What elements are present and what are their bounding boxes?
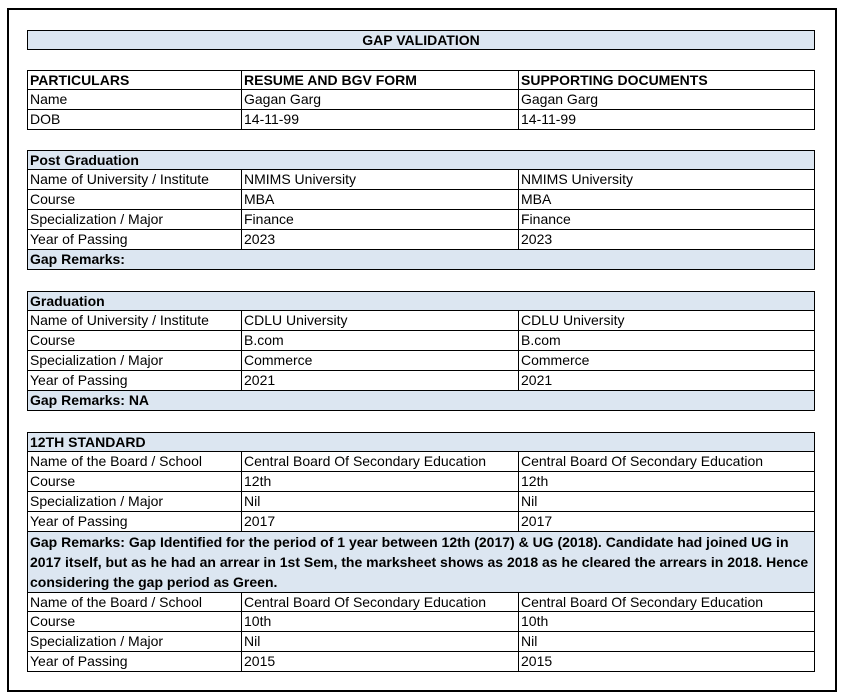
row-label: Course (28, 612, 242, 631)
row-label: Name of the Board / School (28, 452, 242, 471)
table-row (27, 210, 815, 230)
resume-value: 2017 (242, 512, 519, 531)
table-row (27, 512, 815, 532)
table-row (27, 632, 815, 652)
resume-value: Finance (242, 210, 519, 229)
section-heading (27, 432, 815, 452)
table-row (27, 311, 815, 331)
document-value: Nil (521, 493, 538, 509)
resume-value: Commerce (242, 351, 519, 370)
section-heading (27, 291, 815, 311)
document-value: NMIMS University (521, 171, 634, 187)
table-row (27, 371, 815, 391)
table-row (27, 230, 815, 250)
section-title: Graduation (30, 293, 105, 309)
resume-value: CDLU University (242, 311, 519, 330)
tenth-standard-table (27, 592, 815, 672)
graduation-table (27, 291, 815, 411)
row-label: Name of the Board / School (28, 593, 242, 611)
table-row (27, 472, 815, 492)
row-label: Year of Passing (28, 371, 242, 390)
resume-value: 12th (242, 472, 519, 491)
table-row (27, 612, 815, 632)
row-label: Specialization / Major (28, 492, 242, 511)
gap-remarks-row (27, 250, 815, 270)
table-row (27, 110, 815, 130)
table-row (27, 492, 815, 512)
header-particulars: PARTICULARS (28, 71, 242, 89)
particulars-table (27, 70, 815, 130)
row-label: Specialization / Major (28, 632, 242, 651)
table-row (27, 331, 815, 351)
document-value: Central Board Of Secondary Education (521, 453, 764, 469)
document-value: CDLU University (521, 312, 625, 328)
page-title: GAP VALIDATION (27, 30, 815, 50)
document-value: 10th (521, 613, 549, 629)
table-row (27, 351, 815, 371)
resume-value: 2021 (242, 371, 519, 390)
row-label: DOB (28, 110, 242, 129)
twelfth-standard-table (27, 432, 815, 532)
resume-value: Central Board Of Secondary Education (242, 593, 519, 611)
gap-remarks: Gap Remarks: NA (30, 392, 150, 408)
row-label: Year of Passing (28, 512, 242, 531)
resume-value: 2015 (242, 652, 519, 671)
table-row (27, 190, 815, 210)
resume-value: B.com (242, 331, 519, 350)
table-row (27, 170, 815, 190)
document-value: MBA (521, 191, 552, 207)
resume-value: 10th (242, 612, 519, 631)
row-label: Specialization / Major (28, 351, 242, 370)
gap-remarks-twelfth: Gap Remarks: Gap Identified for the period of 1 year between 12th (2017) & UG (2018). Candidate had joined UG in 2017 itself, but as he had an arrear in 1st Sem, the marksheet shows as 2018 as he cleared the arrears in 2018. Hence considering the gap period as Green. (27, 532, 815, 592)
document-value: 14-11-99 (521, 111, 577, 127)
resume-value: Nil (242, 632, 519, 651)
document-value: 2015 (521, 653, 553, 669)
row-label: Course (28, 190, 242, 209)
section-title: 12TH STANDARD (30, 434, 146, 450)
document-value: B.com (521, 332, 561, 348)
header-resume: RESUME AND BGV FORM (242, 71, 519, 89)
resume-value: MBA (242, 190, 519, 209)
section-heading (27, 150, 815, 170)
table-row (27, 592, 815, 612)
section-title: Post Graduation (30, 152, 139, 168)
document-value: Commerce (521, 352, 590, 368)
resume-value: NMIMS University (242, 170, 519, 189)
row-label: Name of University / Institute (28, 311, 242, 330)
document-value: 2017 (521, 513, 553, 529)
document-value: Gagan Garg (521, 91, 599, 107)
document-value: 12th (521, 473, 549, 489)
table-row (27, 452, 815, 472)
resume-value: Central Board Of Secondary Education (242, 452, 519, 471)
row-label: Course (28, 472, 242, 491)
post-graduation-table (27, 150, 815, 270)
row-label: Name (28, 90, 242, 109)
row-label: Course (28, 331, 242, 350)
header-documents: SUPPORTING DOCUMENTS (521, 72, 708, 88)
resume-value: Nil (242, 492, 519, 511)
row-label: Specialization / Major (28, 210, 242, 229)
table-row (27, 90, 815, 110)
row-label: Year of Passing (28, 652, 242, 671)
row-label: Name of University / Institute (28, 170, 242, 189)
document-value: 2023 (521, 231, 553, 247)
resume-value: 2023 (242, 230, 519, 249)
table-header-row (27, 70, 815, 90)
table-row (27, 652, 815, 672)
document-value: Central Board Of Secondary Education (521, 594, 764, 610)
resume-value: 14-11-99 (242, 110, 519, 129)
row-label: Year of Passing (28, 230, 242, 249)
gap-remarks-row (27, 391, 815, 411)
gap-remarks: Gap Remarks: (30, 251, 125, 267)
document-value: Nil (521, 633, 538, 649)
document-value: 2021 (521, 372, 553, 388)
resume-value: Gagan Garg (242, 90, 519, 109)
document-value: Finance (521, 211, 571, 227)
